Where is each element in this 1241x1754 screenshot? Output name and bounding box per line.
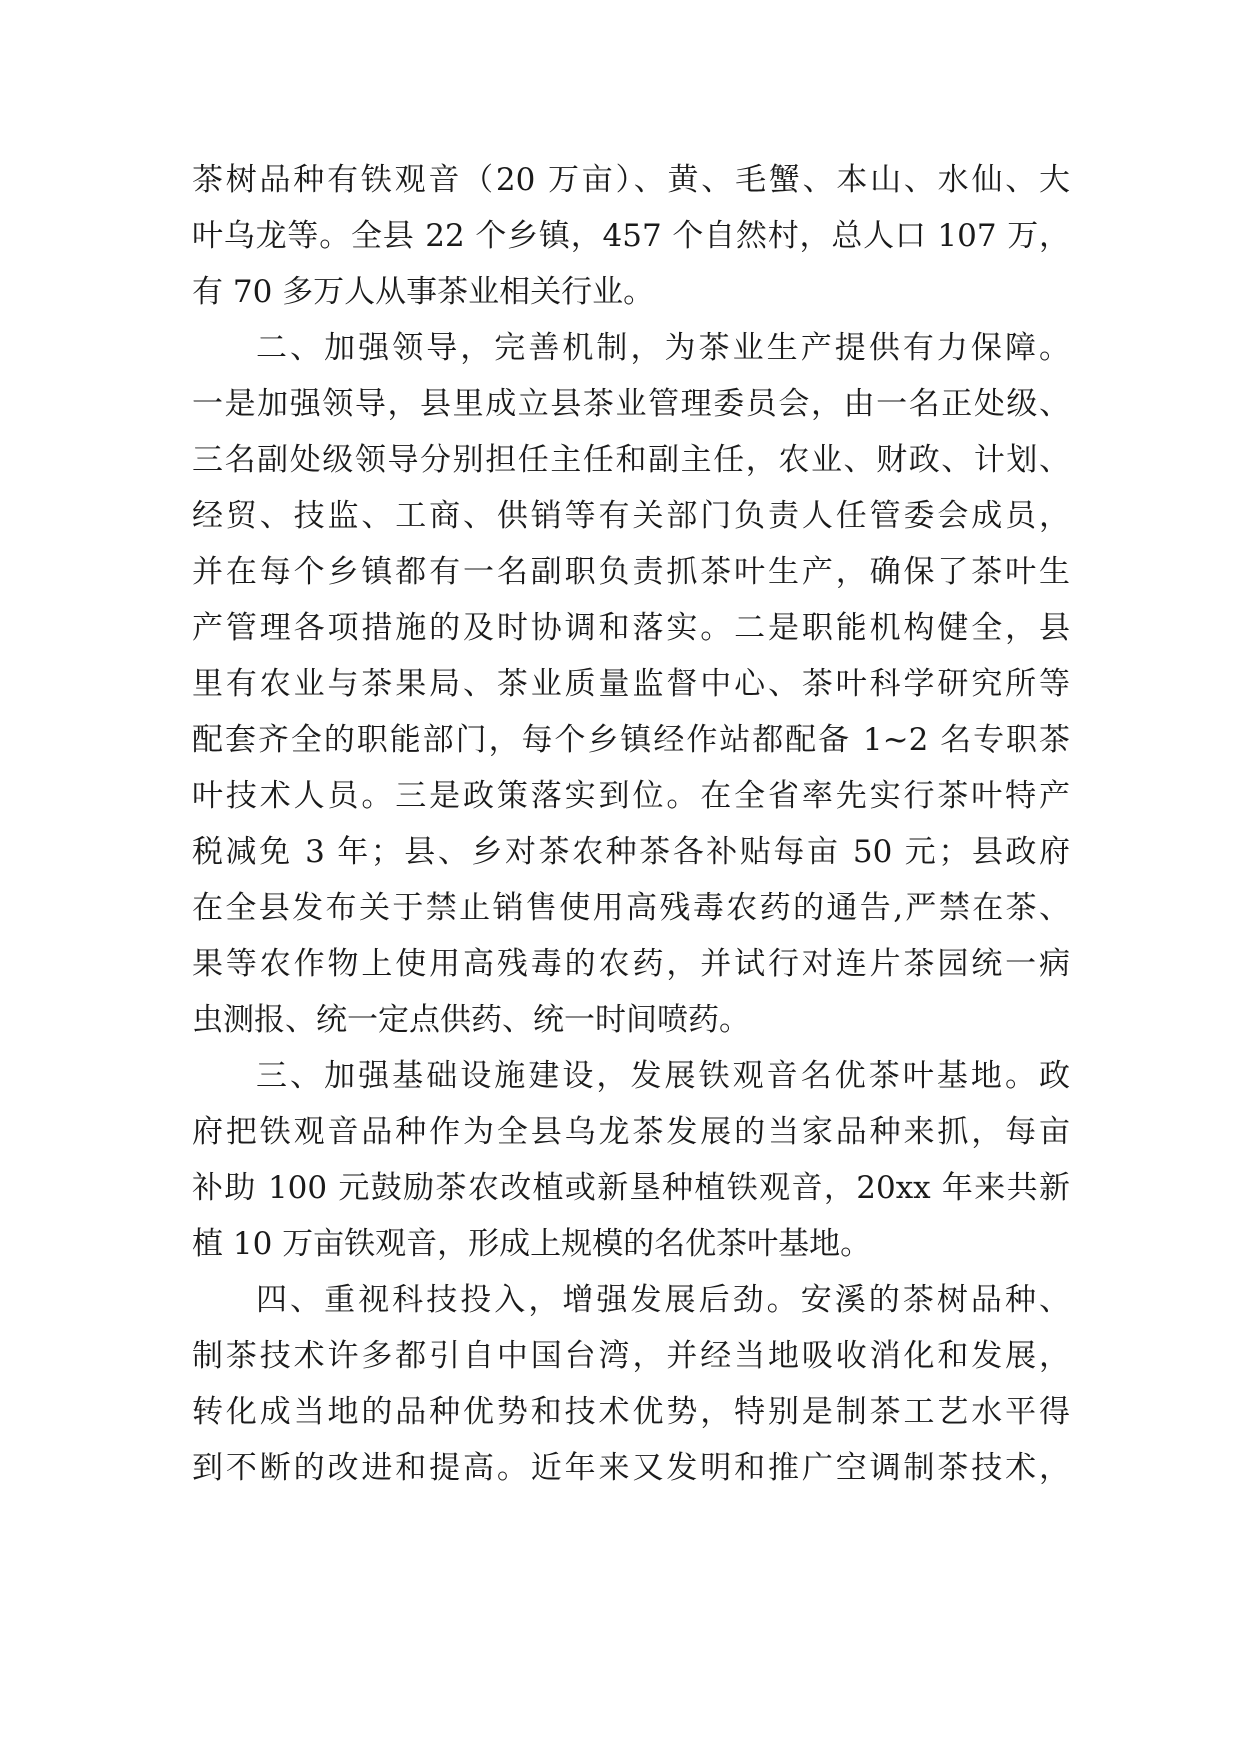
text-line: 到不断的改进和提高。近年来又发明和推广空调制茶技术， [192, 1450, 1070, 1486]
text-line: 经贸、技监、工商、供销等有关部门负责人任管委会成员， [192, 498, 1070, 534]
paragraph-heading-line: 三、加强基础设施建设，发展铁观音名优茶叶基地。政 [256, 1058, 1070, 1094]
text-line: 叶乌龙等。全县 22 个乡镇，457 个自然村，总人口 107 万， [192, 218, 1070, 254]
text-line: 产管理各项措施的及时协调和落实。二是职能机构健全，县 [192, 610, 1070, 646]
paragraph-heading-line: 二、加强领导，完善机制，为茶业生产提供有力保障。 [256, 330, 1070, 366]
text-line: 植 10 万亩铁观音，形成上规模的名优茶叶基地。 [192, 1226, 872, 1262]
paragraph [192, 1272, 1070, 1496]
text-line: 有 70 多万人从事茶业相关行业。 [192, 274, 655, 310]
document-body [192, 152, 1070, 1496]
paragraph [192, 320, 1070, 1048]
paragraph-heading-line: 四、重视科技投入，增强发展后劲。安溪的茶树品种、 [256, 1282, 1070, 1318]
text-line: 里有农业与茶果局、茶业质量监督中心、茶叶科学研究所等 [192, 666, 1070, 702]
text-line: 叶技术人员。三是政策落实到位。在全省率先实行茶叶特产 [192, 778, 1070, 814]
text-line: 三名副处级领导分别担任主任和副主任，农业、财政、计划、 [192, 442, 1070, 478]
text-line: 果等农作物上使用高残毒的农药，并试行对连片茶园统一病 [192, 946, 1070, 982]
paragraph [192, 1048, 1070, 1272]
text-line: 转化成当地的品种优势和技术优势，特别是制茶工艺水平得 [192, 1394, 1070, 1430]
paragraph [192, 152, 1070, 320]
text-line: 虫测报、统一定点供药、统一时间喷药。 [192, 1002, 750, 1038]
text-line: 配套齐全的职能部门，每个乡镇经作站都配备 1~2 名专职茶 [192, 722, 1070, 758]
text-line: 茶树品种有铁观音（20 万亩）、黄、毛蟹、本山、水仙、大 [192, 162, 1070, 198]
text-line: 府把铁观音品种作为全县乌龙茶发展的当家品种来抓，每亩 [192, 1114, 1070, 1150]
text-line: 税减免 3 年；县、乡对茶农种茶各补贴每亩 50 元；县政府 [192, 834, 1070, 870]
text-line: 补助 100 元鼓励茶农改植或新垦种植铁观音，20xx 年来共新 [192, 1170, 1070, 1206]
text-line: 一是加强领导，县里成立县茶业管理委员会，由一名正处级、 [192, 386, 1070, 422]
text-line: 并在每个乡镇都有一名副职负责抓茶叶生产，确保了茶叶生 [192, 554, 1070, 590]
text-line: 制茶技术许多都引自中国台湾，并经当地吸收消化和发展， [192, 1338, 1070, 1374]
text-line: 在全县发布关于禁止销售使用高残毒农药的通告,严禁在茶、 [192, 890, 1070, 926]
